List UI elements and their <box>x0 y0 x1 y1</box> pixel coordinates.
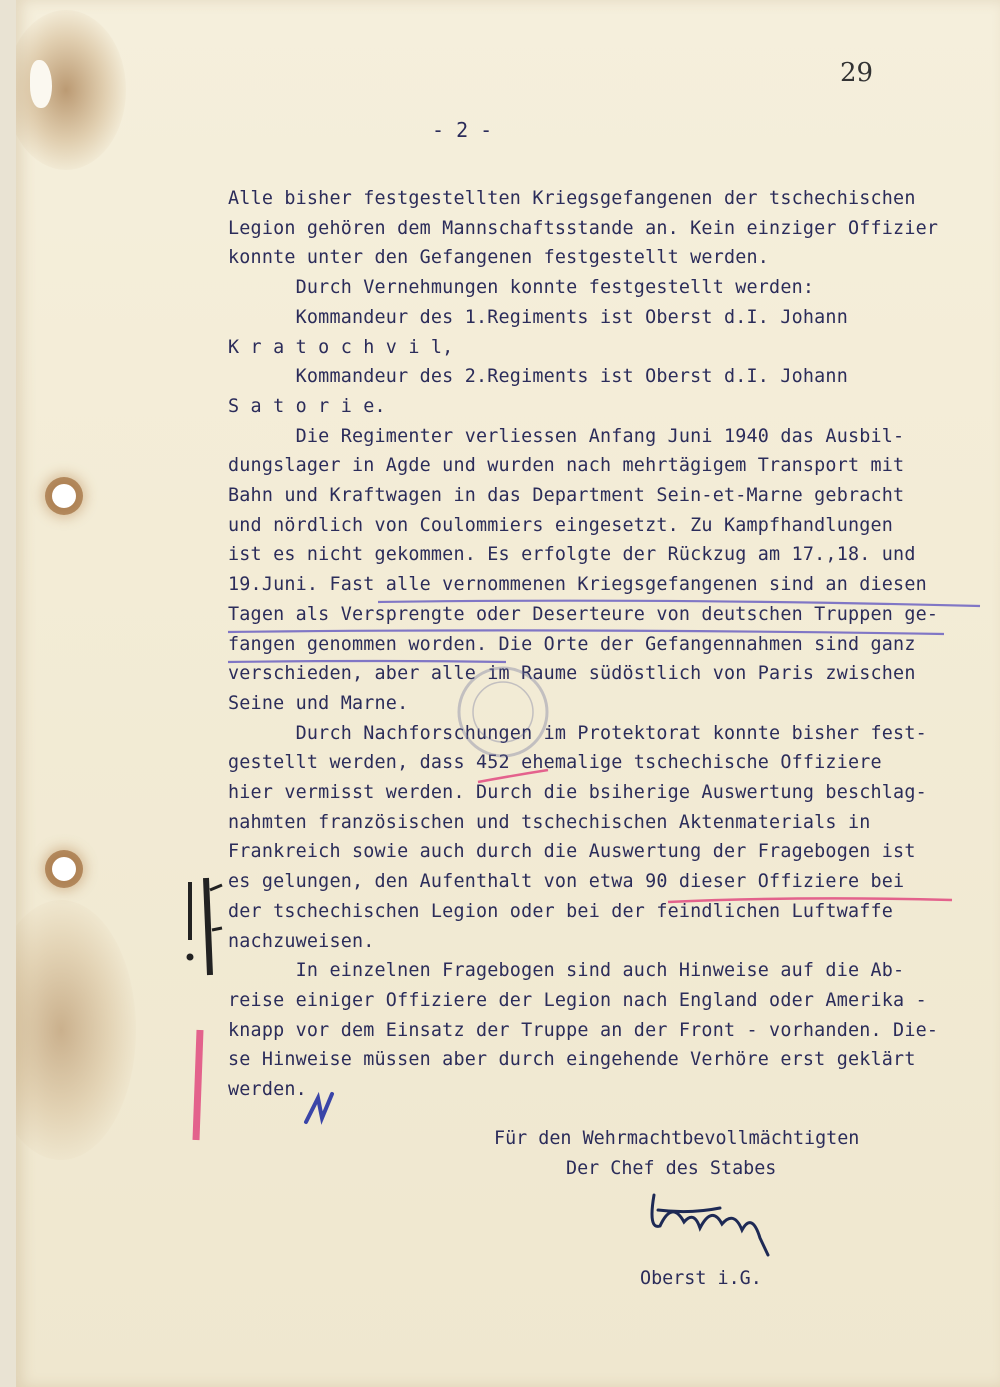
text-line: konnte unter den Gefangenen festgestellt werden. <box>228 247 770 269</box>
text-line: knapp vor dem Einsatz der Truppe an der Front - vorhanden. Die- <box>228 1019 939 1041</box>
punch-hole-bottom <box>52 857 76 881</box>
punch-hole-top <box>52 484 76 508</box>
closing-line-1: Für den Wehrmachtbevollmächtigten <box>494 1128 860 1149</box>
text-line: Kommandeur des 1.Regiments ist Oberst d.I. Johann <box>228 306 848 328</box>
text-line: Legion gehören dem Mannschaftsstande an. Kein einziger Offizier <box>228 217 939 239</box>
text-line: hier vermisst werden. Durch die bsiherige Auswertung beschlag- <box>228 782 927 803</box>
text-line: Seine und Marne. <box>228 692 409 714</box>
text-line: Tagen als Versprengte oder Deserteure von deutschen Truppen ge- <box>228 603 939 625</box>
text-line: ist es nicht gekommen. Es erfolgte der Rückzug am 17.,18. und <box>228 544 916 566</box>
text-line: gestellt werden, dass 452 ehemalige tschechische Offiziere <box>228 752 882 774</box>
closing-rank: Oberst i.G. <box>640 1268 762 1289</box>
text-line: nahmten französischen und tschechischen Aktenmaterials in <box>228 811 871 833</box>
text-line: Frankreich sowie auch durch die Auswertung der Fragebogen ist <box>228 841 916 863</box>
water-stain-top <box>16 10 126 170</box>
text-line: K r a t o c h v i l, <box>228 336 454 358</box>
text-line: 19.Juni. Fast alle vernommenen Kriegsgefangenen sind an diesen <box>228 574 927 596</box>
text-line: und nördlich von Coulommiers eingesetzt. Zu Kampfhandlungen <box>228 514 894 536</box>
closing-line-2: Der Chef des Stabes <box>566 1158 777 1179</box>
text-line: Kommandeur des 2.Regiments ist Oberst d.I. Johann <box>228 366 848 388</box>
page-number: - 2 - <box>432 118 493 142</box>
text-line: reise einiger Offiziere der Legion nach England oder Amerika - <box>228 989 927 1011</box>
text-line: dungslager in Agde und wurden nach mehrtägigem Transport mit <box>228 455 905 477</box>
text-line: es gelungen, den Aufenthalt von etwa 90 dieser Offiziere bei <box>228 871 905 893</box>
text-line: werden. <box>228 1079 307 1100</box>
text-line: fangen genommen worden. Die Orte der Gefangennahmen sind ganz <box>228 633 916 655</box>
text-line: Durch Vernehmungen konnte festgestellt werden: <box>228 277 815 299</box>
text-line: der tschechischen Legion oder bei der feindlichen Luftwaffe <box>228 900 894 922</box>
text-line: In einzelnen Fragebogen sind auch Hinweise auf die Ab- <box>228 960 905 982</box>
water-stain-bottom <box>16 900 136 1160</box>
text-line: Durch Nachforschungen im Protektorat konnte bisher fest- <box>228 722 927 744</box>
text-line: Die Regimenter verliessen Anfang Juni 1940 das Ausbil- <box>228 425 905 447</box>
text-line: Alle bisher festgestellten Kriegsgefangenen der tschechischen <box>228 188 916 209</box>
text-line: verschieden, aber alle im Raume südöstlich von Paris zwischen <box>228 663 916 685</box>
text-line: se Hinweise müssen aber durch eingehende Verhöre erst geklärt <box>228 1049 916 1071</box>
text-line: S a t o r i e. <box>228 395 386 417</box>
text-line: Bahn und Kraftwagen in das Department Sein-et-Marne gebracht <box>228 485 905 506</box>
text-line: nachzuweisen. <box>228 930 375 952</box>
folio-number: 29 <box>840 58 874 88</box>
